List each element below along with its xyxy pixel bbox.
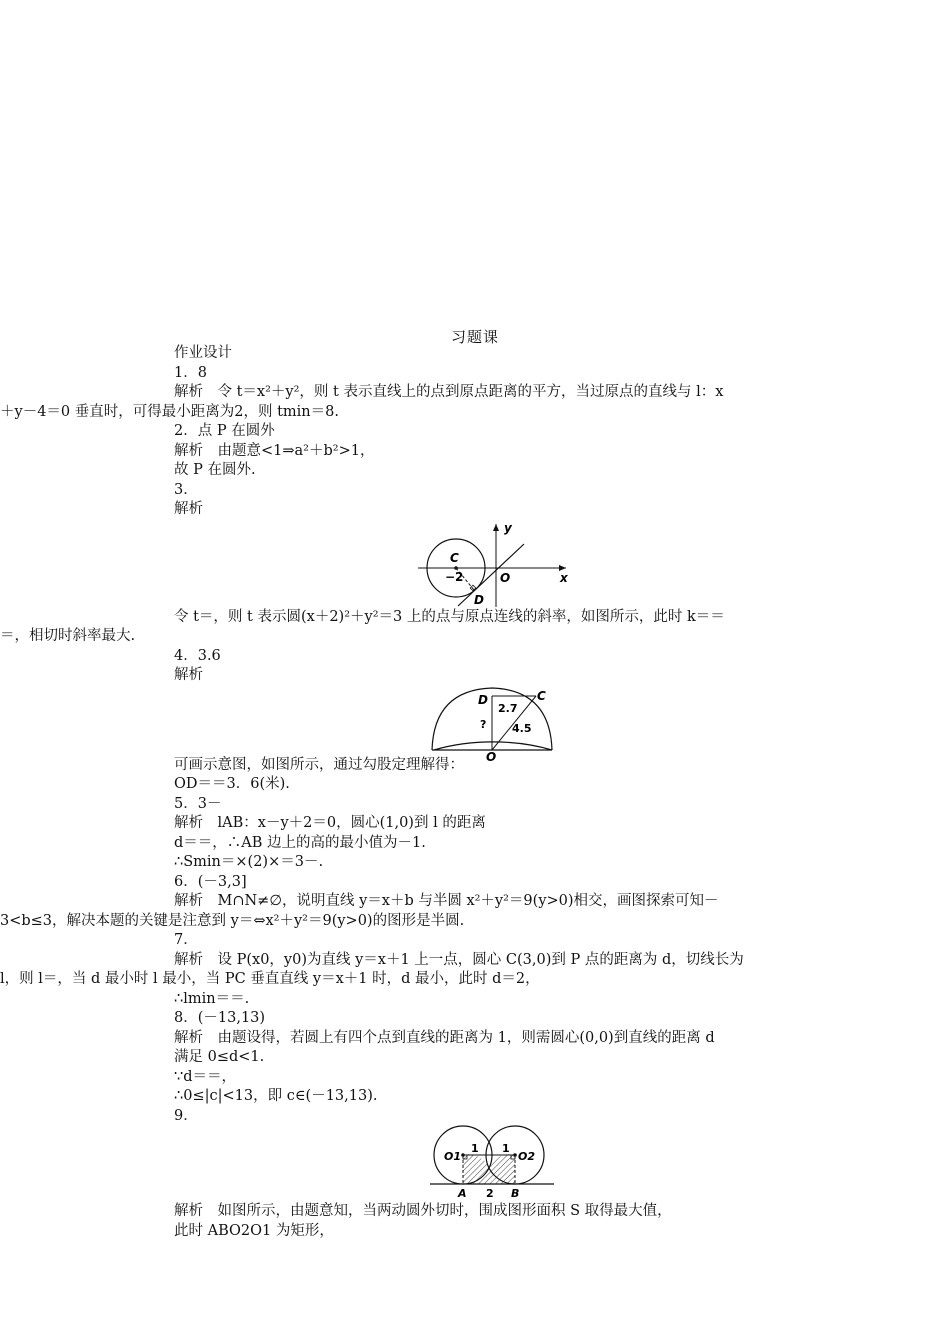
text-line: 5．3－	[174, 795, 222, 812]
text-line: 故 P 在圆外.	[174, 462, 256, 478]
text-line: ＝，相切时斜率最大.	[0, 628, 136, 644]
text-line: 解析 lAB：x－y＋2＝0，圆心(1,0)到 l 的距离	[174, 815, 486, 831]
text-line: 解析 如图所示，由题意知，当两动圆外切时，围成图形面积 S 取得最大值，	[174, 1203, 672, 1219]
axis-label-y: y	[504, 520, 512, 535]
text-line: 3<b≤3，解决本题的关键是注意到 y＝⇔x²＋y²＝9(y>0)的图形是半圆.	[0, 912, 465, 929]
text-line: 解析 由题设得，若圆上有四个点到直线的距离为 1，则需圆心(0,0)到直线的距离 d	[174, 1029, 715, 1046]
text-line: 6．(－3,3]	[174, 873, 247, 890]
point-label-d: D	[474, 592, 484, 607]
page-title: 习题课	[450, 328, 499, 346]
figure-4-diagram	[174, 686, 814, 764]
text-line: 满足 0≤d<1.	[174, 1049, 265, 1065]
text-line: ∴Smin＝×(2)×＝3－.	[174, 854, 324, 870]
figure-4-semicircle	[174, 686, 814, 764]
text-line: 8．(－13,13)	[174, 1010, 266, 1026]
text-line: ∴lmin＝＝.	[174, 990, 250, 1007]
figure-9-diagram	[174, 1126, 814, 1198]
text-line: OD＝＝3．6(米).	[174, 776, 290, 792]
tick-label-minus-2: −2	[445, 569, 464, 584]
point-label-c: C	[537, 688, 546, 703]
center-label-o2: O2	[518, 1150, 536, 1163]
point-label-c: C	[450, 550, 459, 565]
text-line: 1．8	[174, 364, 207, 381]
figure-3-diagram	[174, 520, 814, 608]
text-line: 4．3.6	[174, 647, 221, 664]
radius-label-left: 1	[471, 1142, 479, 1155]
figure-9-two-circles	[174, 1126, 814, 1198]
text-line: ∴0≤|c|<13，即 c∈(－13,13).	[174, 1088, 378, 1104]
figure-3-circle-tangent	[174, 520, 814, 608]
point-label-b: B	[511, 1187, 520, 1200]
unknown-length-label: ?	[480, 717, 487, 731]
text-line: 此时 ABO2O1 为矩形，	[174, 1222, 334, 1239]
text-line: 解析	[174, 501, 203, 517]
text-line: 解析 设 P(x0，y0)为直线 y＝x＋1 上一点，圆心 C(3,0)到 P 点的距离为 d，切线长为	[174, 951, 744, 968]
text-line: l，则 l＝，当 d 最小时 l 最小，当 PC 垂直直线 y＝x＋1 时，d 最小，此时 d＝2，	[0, 971, 540, 987]
length-label-2: 2	[486, 1187, 494, 1200]
text-line: 解析 由题意<1⇒a²＋b²>1，	[174, 442, 375, 459]
length-label-4-5: 4.5	[512, 721, 532, 735]
text-line: 可画示意图，如图所示，通过勾股定理解得：	[174, 756, 464, 773]
length-label-2-7: 2.7	[498, 701, 518, 715]
text-line: 2．点 P 在圆外	[174, 423, 275, 439]
text-line: 解析 M∩N≠∅，说明直线 y＝x＋b 与半圆 x²＋y²＝9(y>0)相交，画图探索可知－	[174, 893, 719, 909]
text-line: 9．	[174, 1107, 198, 1124]
document-body	[0, 344, 814, 1241]
text-line: 7．	[174, 932, 198, 948]
radius-label-right: 1	[502, 1142, 510, 1155]
point-label-a: A	[458, 1187, 467, 1200]
center-label-o1: O1	[444, 1150, 462, 1163]
axis-label-x: x	[560, 570, 568, 585]
point-label-o: O	[486, 749, 497, 764]
point-label-d: D	[478, 692, 488, 707]
text-line: 解析 令 t＝x²＋y²，则 t 表示直线上的点到原点距离的平方，当过原点的直线与 l：x	[174, 384, 724, 400]
text-line: ∵d＝＝，	[174, 1068, 237, 1085]
text-line: 令 t＝，则 t 表示圆(x＋2)²＋y²＝3 上的点与原点连线的斜率，如图所示，此时 k＝＝	[174, 608, 725, 625]
origin-label: O	[500, 570, 511, 585]
text-line: 解析	[174, 667, 203, 683]
text-line: ＋y－4＝0 垂直时，可得最小距离为2，则 tmin＝8.	[0, 403, 339, 420]
text-line: 3．	[174, 481, 198, 498]
text-line: 作业设计	[174, 345, 232, 361]
text-line: d＝＝，∴AB 边上的高的最小值为－1.	[174, 834, 426, 851]
